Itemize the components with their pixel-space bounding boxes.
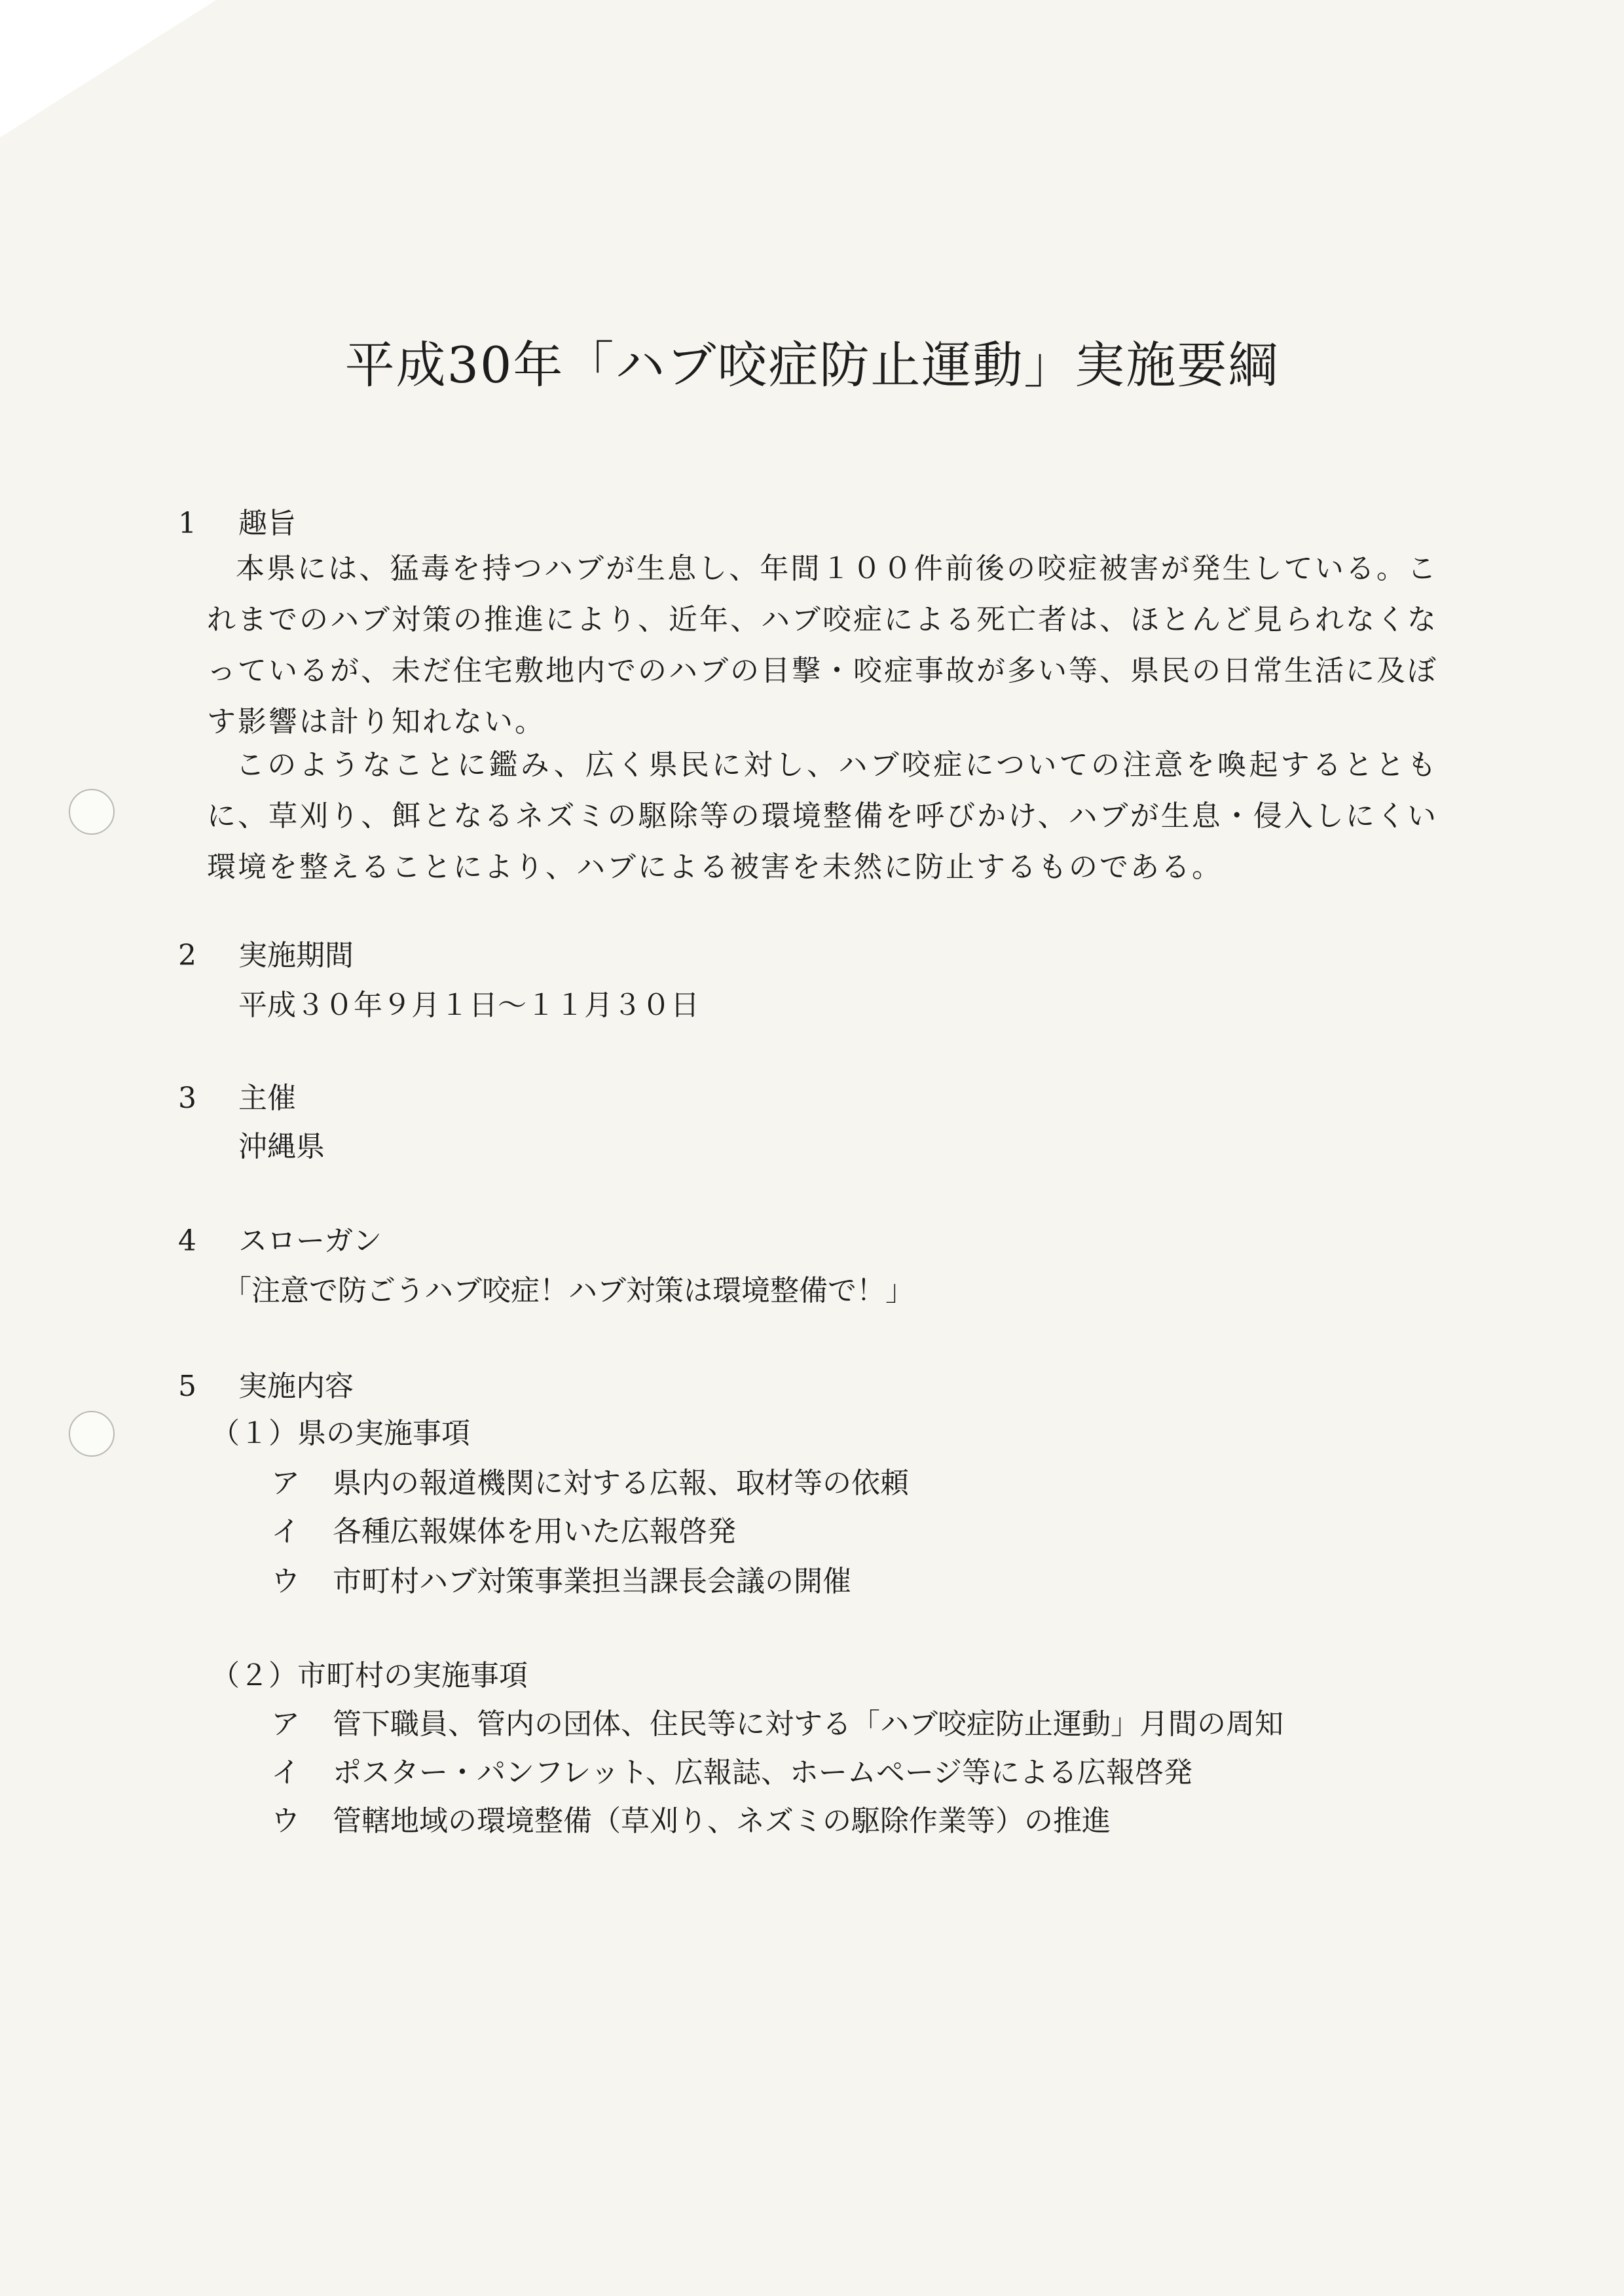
subsection-municipality-label: （２）市町村の実施事項 (211, 1659, 528, 1692)
item-mark: ア (271, 1467, 300, 1500)
section-title: 主催 (238, 1082, 296, 1115)
section-2-heading (178, 936, 354, 975)
slogan: 「注意で防ごうハブ咬症！ハブ対策は環境整備で！」 (223, 1274, 914, 1307)
item-mark: ウ (271, 1804, 300, 1838)
section-number: 1 (178, 507, 196, 540)
section-1-heading (178, 504, 296, 543)
section-title: 実施期間 (238, 939, 354, 972)
item-mark: イ (271, 1515, 300, 1548)
implementation-period: 平成３０年９月１日～１１月３０日 (238, 989, 699, 1022)
list-item (271, 1512, 736, 1552)
section-number: 4 (178, 1224, 196, 1258)
section-number: 2 (178, 939, 196, 972)
item-text: 管轄地域の環境整備（草刈り、ネズミの駆除作業等）の推進 (333, 1804, 1111, 1838)
list-item (271, 1705, 1283, 1744)
list-item (271, 1753, 1192, 1793)
section-3-heading (178, 1079, 296, 1118)
section-1-paragraph-2: このようなことに鑑み、広く県民に対し、ハブ咬症についての注意を喚起するとともに、草刈り、餌となるネズミの駆除等の環境整備を呼びかけ、ハブが生息・侵入しにくい環境を整えることにより、ハブによる被害を未然に防止するものである。 (207, 748, 1438, 884)
section-5-heading (178, 1367, 354, 1406)
item-text: 管下職員、管内の団体、住民等に対する「ハブ咬症防止運動」月間の周知 (333, 1707, 1283, 1741)
section-number: 5 (178, 1370, 196, 1403)
section-title: スローガン (238, 1224, 382, 1258)
folded-corner (0, 0, 216, 137)
punch-hole (69, 789, 115, 835)
document-title: 平成30年「ハブ咬症防止運動」実施要綱 (344, 336, 1280, 394)
list-item (271, 1562, 851, 1601)
item-mark: ウ (271, 1565, 300, 1598)
section-1-paragraph-1: 本県には、猛毒を持つハブが生息し、年間１００件前後の咬症被害が発生している。これまでのハブ対策の推進により、近年、ハブ咬症による死亡者は、ほとんど見られなくなっているが、未だ住宅敷地内でのハブの目撃・咬症事故が多い等、県民の日常生活に及ぼす影響は計り知れない。 (207, 552, 1438, 738)
item-mark: ア (271, 1707, 300, 1741)
organizer: 沖縄県 (238, 1130, 325, 1163)
list-item (271, 1464, 909, 1503)
section-title: 趣旨 (238, 507, 296, 540)
item-text: 市町村ハブ対策事業担当課長会議の開催 (333, 1565, 851, 1598)
item-mark: イ (271, 1756, 300, 1789)
section-number: 3 (178, 1082, 196, 1115)
punch-hole (69, 1411, 115, 1457)
item-text: 県内の報道機関に対する広報、取材等の依頼 (333, 1467, 909, 1500)
item-text: 各種広報媒体を用いた広報啓発 (333, 1515, 736, 1548)
list-item (271, 1802, 1111, 1841)
section-4-heading (178, 1222, 382, 1261)
section-title: 実施内容 (238, 1370, 354, 1403)
item-text: ポスター・パンフレット、広報誌、ホームページ等による広報啓発 (333, 1756, 1192, 1789)
subsection-prefecture-label: （１）県の実施事項 (211, 1417, 470, 1450)
